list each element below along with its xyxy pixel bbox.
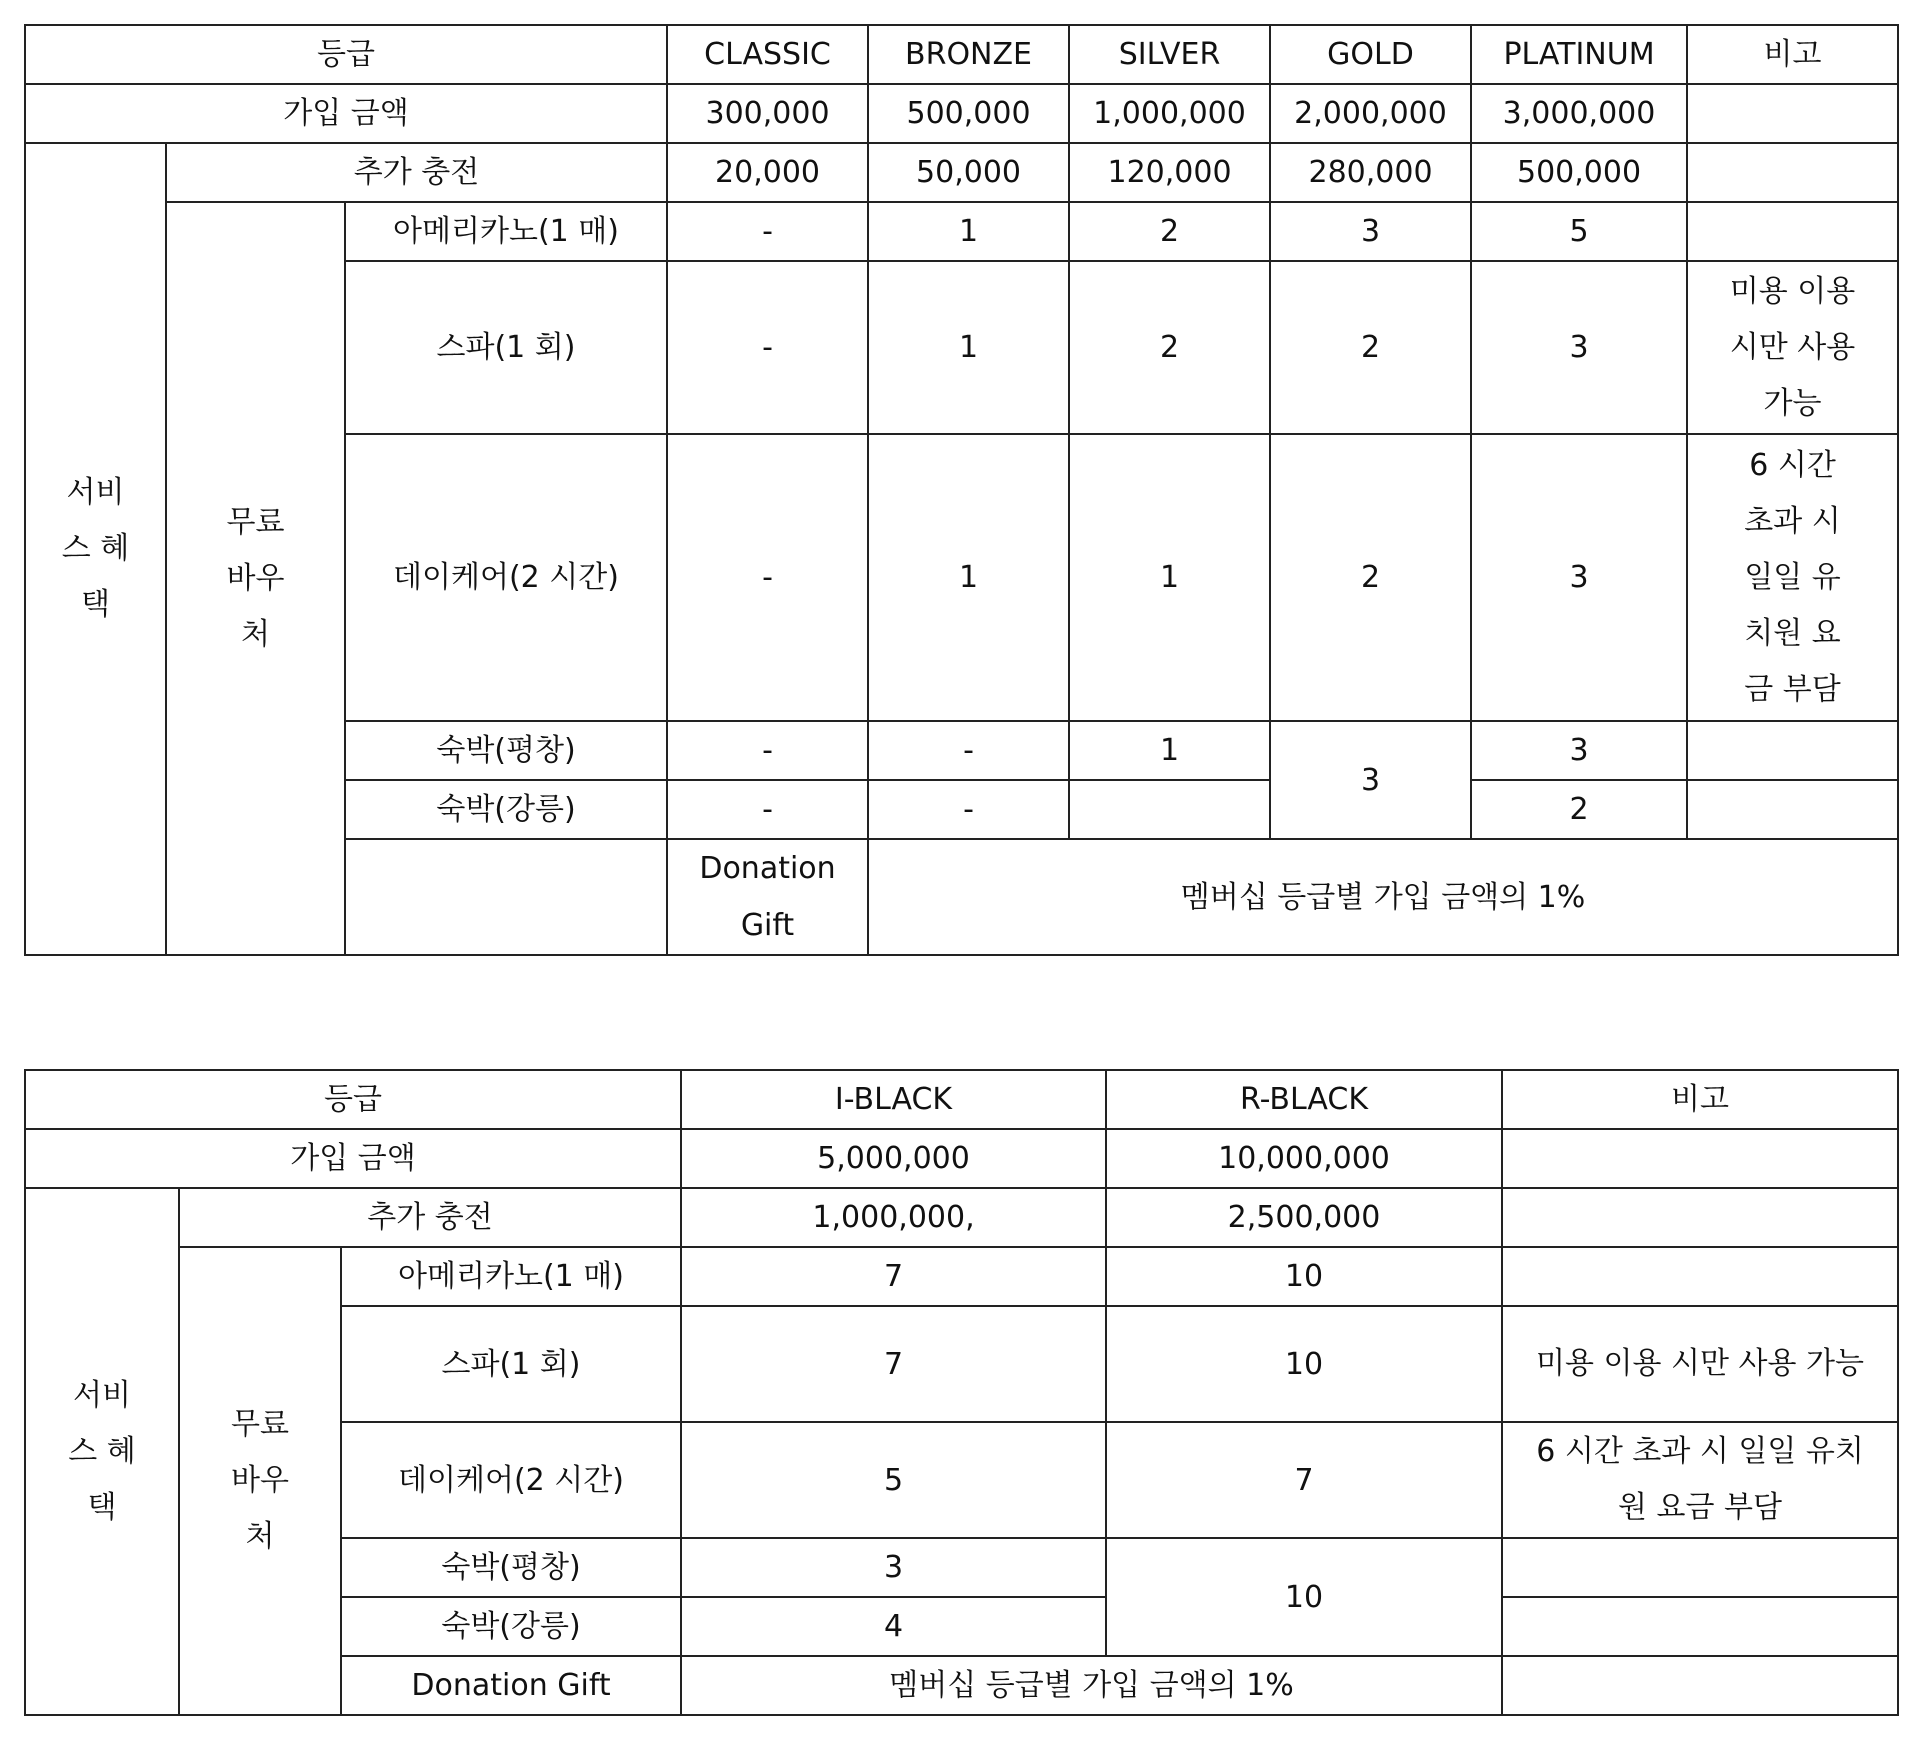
- stay-pyeongchang-value: -: [667, 721, 868, 780]
- join-amount-value: 10,000,000: [1106, 1129, 1502, 1188]
- free-voucher-label: [179, 1247, 341, 1715]
- daycare-value: 5: [681, 1422, 1106, 1538]
- daycare-label: 데이케어(2 시간): [341, 1422, 681, 1538]
- extra-charge-label: 추가 충전: [179, 1188, 681, 1247]
- stay-gangneung-value: [1069, 780, 1270, 839]
- free-voucher-label: [166, 202, 345, 955]
- spa-value: 1: [868, 261, 1069, 434]
- stay-gold-merged-value: 3: [1270, 721, 1471, 839]
- service-benefits-label: [25, 1188, 179, 1715]
- extra-charge-value: 50,000: [868, 143, 1069, 202]
- donation-note: [1502, 1656, 1898, 1715]
- spa-value: -: [667, 261, 868, 434]
- extra-charge-value: 120,000: [1069, 143, 1270, 202]
- note-header: 비고: [1502, 1070, 1898, 1129]
- extra-charge-row: [25, 1188, 1898, 1247]
- americano-note: [1502, 1247, 1898, 1306]
- donation-value: 멤버십 등급별 가입 금액의 1%: [868, 839, 1898, 955]
- tier-platinum: PLATINUM: [1471, 25, 1687, 84]
- spa-note: [1687, 261, 1898, 434]
- stay-gangneung-value: -: [667, 780, 868, 839]
- service-benefits-text: 서비스 혜택: [61, 475, 130, 622]
- spa-note-text: 미용 이용 시만 사용 가능: [1536, 1346, 1864, 1381]
- donation-empty-cell: [345, 839, 667, 955]
- spa-value: 2: [1270, 261, 1471, 434]
- spa-value: 7: [681, 1306, 1106, 1422]
- daycare-value: 2: [1270, 434, 1471, 721]
- tier-i-black: I-BLACK: [681, 1070, 1106, 1129]
- join-amount-label: 가입 금액: [25, 1129, 681, 1188]
- join-amount-value: 500,000: [868, 84, 1069, 143]
- grade-header: 등급: [25, 1070, 681, 1129]
- stay-gangneung-note: [1502, 1597, 1898, 1656]
- membership-table-black: [24, 1069, 1899, 1716]
- tier-bronze: BRONZE: [868, 25, 1069, 84]
- spa-label: 스파(1 회): [345, 261, 667, 434]
- daycare-note: [1687, 434, 1898, 721]
- free-voucher-text: 무료 바우처: [231, 1407, 289, 1554]
- americano-value: 2: [1069, 202, 1270, 261]
- tier-r-black: R-BLACK: [1106, 1070, 1502, 1129]
- spa-note: [1502, 1306, 1898, 1422]
- donation-value: 멤버십 등급별 가입 금액의 1%: [681, 1656, 1502, 1715]
- americano-value: 5: [1471, 202, 1687, 261]
- join-amount-note: [1687, 84, 1898, 143]
- extra-charge-note: [1687, 143, 1898, 202]
- americano-label: 아메리카노(1 매): [341, 1247, 681, 1306]
- extra-charge-note: [1502, 1188, 1898, 1247]
- americano-row: [25, 202, 1898, 261]
- stay-pyeongchang-label: 숙박(평창): [345, 721, 667, 780]
- daycare-value: 1: [1069, 434, 1270, 721]
- daycare-note-text: 6 시간 초과 시 일일 유치원 요금 부담: [1744, 447, 1841, 707]
- stay-pyeongchang-value: 3: [1471, 721, 1687, 780]
- header-row: [25, 25, 1898, 84]
- donation-label: Donation Gift: [341, 1656, 681, 1715]
- americano-value: 3: [1270, 202, 1471, 261]
- stay-pyeongchang-note: [1687, 721, 1898, 780]
- tier-gold: GOLD: [1270, 25, 1471, 84]
- extra-charge-value: 20,000: [667, 143, 868, 202]
- stay-gangneung-value: 4: [681, 1597, 1106, 1656]
- note-header: 비고: [1687, 25, 1898, 84]
- stay-pyeongchang-value: -: [868, 721, 1069, 780]
- stay-gangneung-note: [1687, 780, 1898, 839]
- daycare-value: 3: [1471, 434, 1687, 721]
- service-benefits-label: [25, 143, 166, 955]
- americano-value: 10: [1106, 1247, 1502, 1306]
- americano-value: 7: [681, 1247, 1106, 1306]
- daycare-value: -: [667, 434, 868, 721]
- stay-gangneung-label: 숙박(강릉): [345, 780, 667, 839]
- stay-gangneung-value: -: [868, 780, 1069, 839]
- spa-value: 2: [1069, 261, 1270, 434]
- join-amount-row: [25, 84, 1898, 143]
- stay-gangneung-label: 숙박(강릉): [341, 1597, 681, 1656]
- tier-silver: SILVER: [1069, 25, 1270, 84]
- americano-row: [25, 1247, 1898, 1306]
- spa-label: 스파(1 회): [341, 1306, 681, 1422]
- extra-charge-label: 추가 충전: [166, 143, 667, 202]
- stay-pyeongchang-label: 숙박(평창): [341, 1538, 681, 1597]
- join-amount-label: 가입 금액: [25, 84, 667, 143]
- americano-value: -: [667, 202, 868, 261]
- spa-value: 3: [1471, 261, 1687, 434]
- donation-label: Donation Gift: [667, 839, 868, 955]
- stay-pyeongchang-value: 3: [681, 1538, 1106, 1597]
- join-amount-row: [25, 1129, 1898, 1188]
- join-amount-value: 2,000,000: [1270, 84, 1471, 143]
- stay-r-black-merged-value: 10: [1106, 1538, 1502, 1656]
- grade-header: 등급: [25, 25, 667, 84]
- join-amount-value: 3,000,000: [1471, 84, 1687, 143]
- join-amount-value: 5,000,000: [681, 1129, 1106, 1188]
- tier-classic: CLASSIC: [667, 25, 868, 84]
- join-amount-value: 1,000,000: [1069, 84, 1270, 143]
- americano-label: 아메리카노(1 매): [345, 202, 667, 261]
- daycare-note-text: 6 시간 초과 시 일일 유치원 요금 부담: [1536, 1434, 1864, 1525]
- extra-charge-row: [25, 143, 1898, 202]
- daycare-label: 데이케어(2 시간): [345, 434, 667, 721]
- extra-charge-value: 500,000: [1471, 143, 1687, 202]
- service-benefits-text: 서비스 혜택: [68, 1377, 136, 1525]
- daycare-value: 1: [868, 434, 1069, 721]
- daycare-note: [1502, 1422, 1898, 1538]
- spa-note-text: 미용 이용 시만 사용 가능: [1729, 273, 1856, 421]
- free-voucher-text: 무료 바우처: [226, 504, 285, 652]
- americano-value: 1: [868, 202, 1069, 261]
- spa-value: 10: [1106, 1306, 1502, 1422]
- americano-note: [1687, 202, 1898, 261]
- stay-gangneung-value: 2: [1471, 780, 1687, 839]
- header-row: [25, 1070, 1898, 1129]
- stay-pyeongchang-note: [1502, 1538, 1898, 1597]
- stay-pyeongchang-value: 1: [1069, 721, 1270, 780]
- extra-charge-value: 280,000: [1270, 143, 1471, 202]
- extra-charge-value: 1,000,000,: [681, 1188, 1106, 1247]
- daycare-value: 7: [1106, 1422, 1502, 1538]
- extra-charge-value: 2,500,000: [1106, 1188, 1502, 1247]
- membership-table-standard: [24, 24, 1899, 956]
- join-amount-value: 300,000: [667, 84, 868, 143]
- join-amount-note: [1502, 1129, 1898, 1188]
